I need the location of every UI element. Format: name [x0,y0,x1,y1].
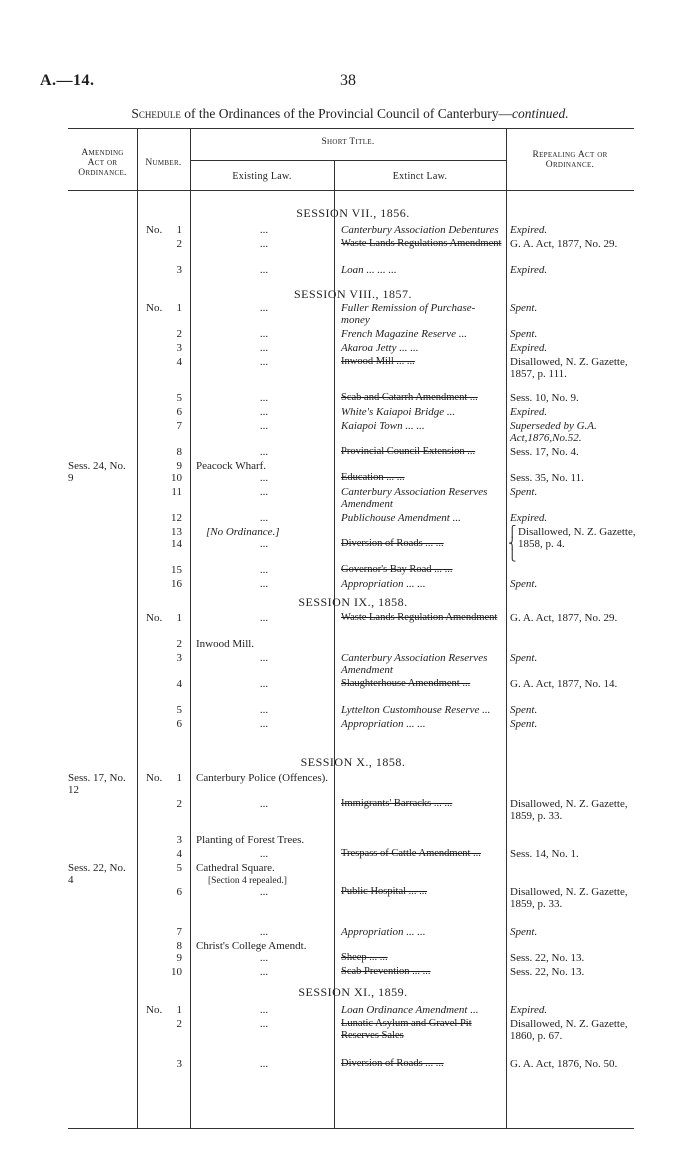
existing-law-cell: ... [259,952,269,964]
existing-law-cell: Cathedral Square. [196,862,275,874]
ordinance-number: 3 [176,834,182,846]
extinct-law-cell: Akaroa Jetty ... ... [341,342,419,354]
extinct-law-cell: Inwood Mill ... ... [341,356,415,367]
header-repealing: Repealing Act or Ordinance. [532,150,608,170]
header-number: Number. [145,158,182,168]
extinct-law-cell: Slaughterhouse Amendment ... [341,678,471,689]
ordinance-number: 9 [176,952,182,964]
session-heading: SESSION VII., 1856. [296,206,410,220]
session-heading: SESSION X., 1858. [300,755,406,769]
extinct-law-cell: Waste Lands Regulations Amendment [341,238,502,249]
existing-law-cell: ... [259,848,269,860]
repealing-act-cell: Sess. 17, No. 4. [510,446,579,458]
existing-law-cell: Planting of Forest Trees. [196,834,305,846]
ordinance-number: 5 [176,862,182,874]
extinct-law-cell: Kaiapoi Town ... ... [341,420,425,432]
existing-law-cell: ... [259,472,269,484]
existing-law-cell: Canterbury Police (Offences). [196,772,329,784]
ordinance-number: 11 [171,486,182,498]
existing-law-cell: ... [259,704,269,716]
ordinance-number: 12 [171,512,182,524]
ordinance-number: 1 [176,224,182,236]
ordinance-number: 4 [176,848,182,860]
extinct-law-cell: Provincial Council Extension ... [341,446,476,457]
schedule-title-prefix: Schedule [131,106,181,121]
ordinance-number: 4 [176,678,182,690]
ordinance-number: 4 [176,356,182,368]
existing-law-cell: ... [259,538,269,550]
repealing-act-cell: Sess. 10, No. 9. [510,392,579,404]
ordinance-number: 5 [176,704,182,716]
ordinance-number: 10 [171,472,182,484]
extinct-law-cell: Lyttelton Customhouse Reserve ... [341,704,491,716]
existing-law-cell: ... [259,224,269,236]
page-identifier: A.—14. [40,72,95,89]
header-existing-law: Existing Law. [232,171,292,182]
header-short-title: Short Title. [321,137,375,147]
repealing-act-cell: Spent. [510,652,538,664]
existing-law-cell: Christ's College Amendt. [196,940,307,952]
extinct-law-cell: Scab Prevention ... ... [341,966,431,977]
ordinance-number: 1 [176,302,182,314]
repealing-act-cell: Expired. [510,342,548,354]
extinct-law-cell: Trespass of Cattle Amendment ... [341,848,481,859]
ordinance-number: 1 [176,1004,182,1016]
extinct-law-cell: Public Hospital ... ... [341,886,428,897]
existing-law-cell: ... [259,678,269,690]
repealing-act-cell: Spent. [510,486,538,498]
repealing-act-cell: Spent. [510,704,538,716]
grouping-brace: ⎫ ⎬ ⎭ [508,526,517,562]
existing-law-cell: ... [259,1018,269,1030]
ordinance-number: 8 [176,940,182,952]
ordinance-number: 1 [176,772,182,784]
repealing-act-cell: Expired. [510,512,548,524]
repealing-act-cell: Disallowed, N. Z. Gazette, 1859, p. 33. [510,798,628,822]
extinct-law-cell: Governor's Bay Road ... ... [341,564,453,575]
extinct-law-cell: Appropriation ... ... [341,926,426,938]
extinct-law-cell: French Magazine Reserve ... [341,328,468,340]
repealing-act-cell: Spent. [510,328,538,340]
existing-law-note: [Section 4 repealed.] [208,876,287,886]
existing-law-cell: ... [259,564,269,576]
existing-law-cell: ... [259,342,269,354]
schedule-title-middle: of the Ordinances of the Provincial Council of Canterbury— [184,106,512,121]
ordinance-number: 2 [176,798,182,810]
repealing-act-cell: G. A. Act, 1877, No. 14. [510,678,618,690]
repealing-act-cell: Sess. 14, No. 1. [510,848,579,860]
ordinance-number: 6 [176,406,182,418]
existing-law-cell: ... [259,1058,269,1070]
repealing-act-cell: Spent. [510,578,538,590]
extinct-law-cell: Fuller Remission of Purchase-money [341,302,476,326]
ordinance-number: 13 [171,526,182,538]
ordinance-number: 2 [176,638,182,650]
existing-law-cell: ... [259,798,269,810]
extinct-law-cell: Loan ... ... ... [341,264,397,276]
session-heading: SESSION XI., 1859. [298,985,408,999]
number-label: No. [146,302,163,314]
session-heading: SESSION VIII., 1857. [293,287,413,301]
repealing-act-cell: Disallowed, N. Z. Gazette, 1860, p. 67. [510,1018,628,1042]
existing-law-cell: Peacock Wharf. [196,460,267,472]
number-label: No. [146,224,163,236]
repealing-act-cell: G. A. Act, 1876, No. 50. [510,1058,618,1070]
existing-law-cell: [No Ordinance.] [206,526,280,538]
extinct-law-cell: Publichouse Amendment ... [341,512,461,524]
ordinance-number: 10 [171,966,182,978]
repealing-act-cell: G. A. Act, 1877, No. 29. [510,238,618,250]
amending-act-cell: Sess. 17, No. 12 [68,772,126,796]
repealing-act-cell: Expired. [510,1004,548,1016]
repealing-act-cell: Spent. [510,718,538,730]
ordinance-number: 6 [176,886,182,898]
ordinance-number: 16 [171,578,182,590]
extinct-law-cell: White's Kaiapoi Bridge ... [341,406,456,418]
existing-law-cell: Inwood Mill. [196,638,255,650]
number-label: No. [146,1004,163,1016]
ordinance-number: 3 [176,652,182,664]
existing-law-cell: ... [259,406,269,418]
existing-law-cell: ... [259,966,269,978]
page-number: 38 [340,72,356,89]
extinct-law-cell: Loan Ordinance Amendment ... [341,1004,479,1016]
existing-law-cell: ... [259,612,269,624]
extinct-law-cell: Lunatic Asylum and Gravel Pit Reserves Sales [341,1018,472,1041]
extinct-law-cell: Waste Lands Regulation Amendment [341,612,498,623]
repealing-act-cell: Sess. 22, No. 13. [510,966,585,978]
repealing-act-cell: Superseded by G.A. Act,1876,No.52. [510,420,597,444]
ordinance-number: 8 [176,446,182,458]
ordinance-number: 6 [176,718,182,730]
repealing-act-cell: Disallowed, N. Z. Gazette, 1858, p. 4. [518,526,636,550]
repealing-act-cell: Spent. [510,302,538,314]
ordinance-number: 7 [176,926,182,938]
session-heading: SESSION IX., 1858. [298,595,408,609]
existing-law-cell: ... [259,512,269,524]
existing-law-cell: ... [259,446,269,458]
ordinance-number: 3 [176,1058,182,1070]
repealing-act-cell: Disallowed, N. Z. Gazette, 1859, p. 33. [510,886,628,910]
amending-act-cell: Sess. 22, No. 4 [68,862,126,886]
ordinance-number: 14 [171,538,182,550]
repealing-act-cell: Expired. [510,406,548,418]
existing-law-cell: ... [259,356,269,368]
extinct-law-cell: Appropriation ... ... [341,578,426,590]
extinct-law-cell: Canterbury Association Reserves Amendment [341,486,488,510]
existing-law-cell: ... [259,718,269,730]
existing-law-cell: ... [259,264,269,276]
ordinance-number: 2 [176,238,182,250]
ordinance-number: 3 [176,264,182,276]
amending-act-cell: Sess. 24, No. 9 [68,460,126,484]
ordinance-number: 7 [176,420,182,432]
existing-law-cell: ... [259,926,269,938]
existing-law-cell: ... [259,886,269,898]
repealing-act-cell: Spent. [510,926,538,938]
existing-law-cell: ... [259,238,269,250]
number-label: No. [146,612,163,624]
repealing-act-cell: Sess. 35, No. 11. [510,472,584,484]
existing-law-cell: ... [259,578,269,590]
header-extinct-law: Extinct Law. [392,171,448,182]
repealing-act-cell: Disallowed, N. Z. Gazette, 1857, p. 111. [510,356,628,380]
extinct-law-cell: Canterbury Association Reserves Amendment [341,652,488,676]
extinct-law-cell: Education ... ... [341,472,405,483]
existing-law-cell: ... [259,392,269,404]
existing-law-cell: ... [259,486,269,498]
ordinance-number: 2 [176,1018,182,1030]
number-label: No. [146,772,163,784]
existing-law-cell: ... [259,302,269,314]
repealing-act-cell: Sess. 22, No. 13. [510,952,585,964]
repealing-act-cell: Expired. [510,264,548,276]
ordinance-number: 9 [176,460,182,472]
existing-law-cell: ... [259,1004,269,1016]
repealing-act-cell: G. A. Act, 1877, No. 29. [510,612,618,624]
ordinance-number: 5 [176,392,182,404]
ordinance-number: 3 [176,342,182,354]
ordinance-number: 15 [171,564,182,576]
repealing-act-cell: Expired. [510,224,548,236]
schedule-title-suffix: continued. [511,106,569,121]
existing-law-cell: ... [259,328,269,340]
extinct-law-cell: Sheep ... ... [341,952,388,963]
extinct-law-cell: Appropriation ... ... [341,718,426,730]
header-amending: Amending Act or Ordinance. [78,148,127,178]
ordinance-number: 2 [176,328,182,340]
extinct-law-cell: Diversion of Roads ... ... [341,538,444,549]
existing-law-cell: ... [259,420,269,432]
extinct-law-cell: Canterbury Association Debentures [341,224,499,236]
ordinance-number: 1 [176,612,182,624]
extinct-law-cell: Immigrants' Barracks ... ... [341,798,453,809]
extinct-law-cell: Scab and Catarrh Amendment ... [341,392,478,403]
existing-law-cell: ... [259,652,269,664]
extinct-law-cell: Diversion of Roads ... ... [341,1058,444,1069]
